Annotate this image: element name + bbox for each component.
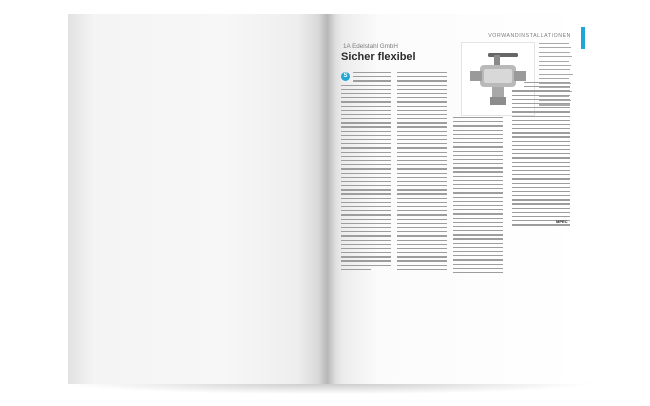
section-accent-bar [581, 27, 585, 49]
text-column-4 [512, 82, 570, 226]
brand-logo: MPEC [556, 219, 568, 224]
dropcap: S [341, 72, 350, 81]
article-kicker: 1A Edelstahl GmbH [343, 43, 398, 50]
text-column-2 [397, 72, 447, 272]
text-column-3 [453, 117, 503, 275]
book-spine [318, 14, 336, 384]
text-column-1 [341, 72, 391, 272]
right-page [327, 14, 585, 384]
article-headline: Sicher flexibel [341, 51, 416, 63]
left-page [68, 14, 328, 384]
section-label: VORWANDINSTALLATIONEN [488, 33, 571, 39]
